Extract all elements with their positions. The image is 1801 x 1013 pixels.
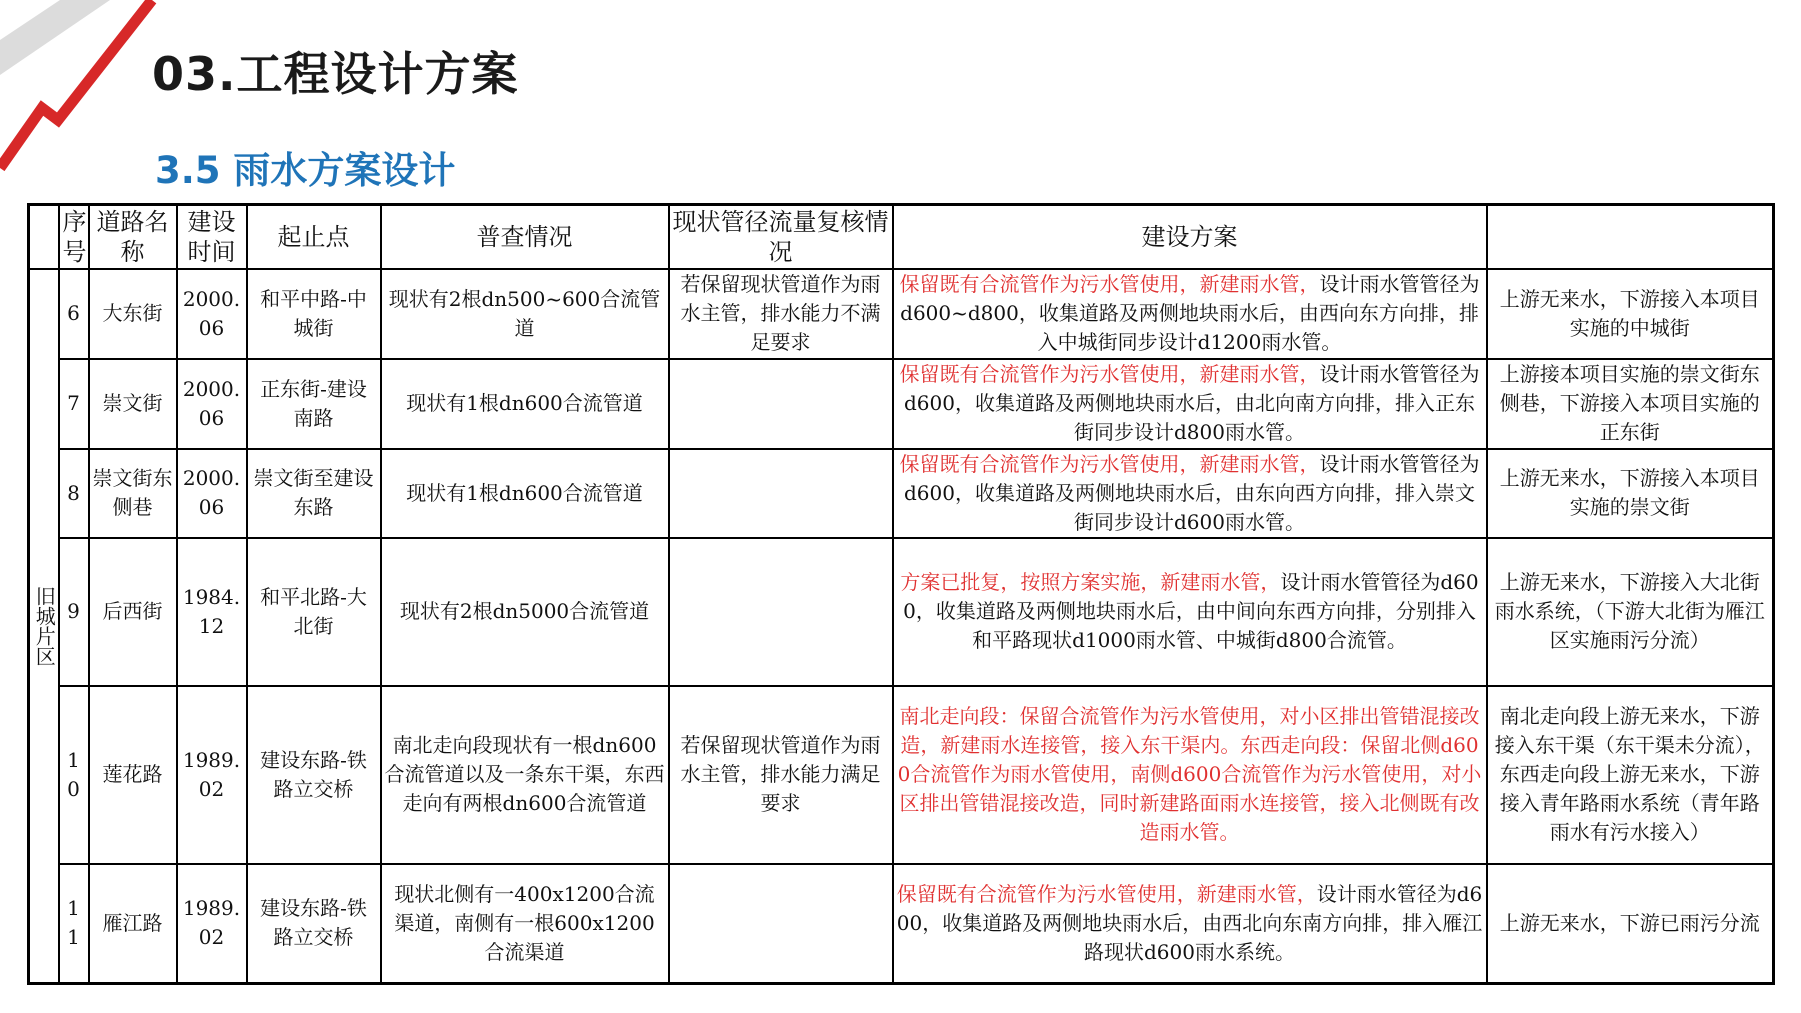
cell-plan bbox=[893, 269, 1487, 359]
cell-survey: 现状有2根dn500~600合流管道 bbox=[381, 269, 669, 359]
cell-year: 2000.06 bbox=[177, 269, 247, 359]
cell-seq: 8 bbox=[59, 449, 89, 538]
cell-capacity bbox=[669, 449, 893, 538]
header-survey: 普查情况 bbox=[381, 205, 669, 269]
plan-highlight: 方案已批复，按照方案实施，新建雨水管， bbox=[900, 570, 1281, 594]
cell-notes: 上游无来水，下游接入本项目实施的中城街 bbox=[1487, 269, 1774, 359]
cell-range: 建设东路-铁路立交桥 bbox=[247, 686, 381, 864]
cell-notes: 上游无来水，下游接入大北街雨水系统，（下游大北街为雁江区实施雨污分流） bbox=[1487, 538, 1774, 686]
cell-plan bbox=[893, 864, 1487, 984]
cell-road: 后西街 bbox=[89, 538, 177, 686]
cell-range: 建设东路-铁路立交桥 bbox=[247, 864, 381, 984]
cell-notes: 上游无来水，下游接入本项目实施的崇文街 bbox=[1487, 449, 1774, 538]
cell-year: 2000.06 bbox=[177, 359, 247, 449]
rain-plan-table bbox=[27, 203, 1775, 985]
section-subtitle: 3.5 雨水方案设计 bbox=[155, 149, 456, 192]
plan-highlight: 南北走向段：保留合流管作为污水管使用，对小区排出管错混接改造，新建雨水连接管，接入东干渠内。东西走向段：保留北侧d600合流管作为雨水管使用，南侧d600合流管作为污水管使用，对小区排出管错混接改造，同时新建路面雨水连接管，接入北侧既有改造雨水管。 bbox=[897, 704, 1482, 844]
cell-seq: 10 bbox=[59, 686, 89, 864]
cell-year: 1989.02 bbox=[177, 864, 247, 984]
cell-seq: 11 bbox=[59, 864, 89, 984]
cell-capacity: 若保留现状管道作为雨水主管，排水能力不满足要求 bbox=[669, 269, 893, 359]
plan-detail: 设计雨水管管径为d600~d800，收集道路及两侧地块雨水后，由西向东方向排，排入中城街同步设计d1200雨水管。 bbox=[900, 272, 1480, 354]
plan-detail: 设计雨水管管径为d600，收集道路及两侧地块雨水后，由东向西方向排，排入崇文街同步设计d600雨水管。 bbox=[904, 451, 1480, 534]
header-plan: 建设方案 bbox=[893, 205, 1487, 269]
page-title: 03.工程设计方案 bbox=[152, 47, 519, 101]
cell-survey: 现状有2根dn5000合流管道 bbox=[381, 538, 669, 686]
cell-notes: 南北走向段上游无来水，下游接入东干渠（东干渠未分流），东西走向段上游无来水，下游接入青年路雨水系统（青年路雨水有污水接入） bbox=[1487, 686, 1774, 864]
cell-year: 1989.02 bbox=[177, 686, 247, 864]
cell-road: 崇文街东侧巷 bbox=[89, 449, 177, 538]
cell-seq: 7 bbox=[59, 359, 89, 449]
cell-capacity bbox=[669, 864, 893, 984]
header-blank bbox=[29, 205, 59, 269]
plan-highlight: 保留既有合流管作为污水管使用，新建雨水管， bbox=[896, 881, 1317, 906]
cell-capacity bbox=[669, 359, 893, 449]
plan-detail: 设计雨水管管径为d600，收集道路及两侧地块雨水后，由北向南方向排，排入正东街同步设计d800雨水管。 bbox=[904, 362, 1480, 444]
cell-survey: 南北走向段现状有一根dn600合流管道以及一条东干渠，东西走向有两根dn600合流管道 bbox=[381, 686, 669, 864]
table-row bbox=[29, 686, 1774, 864]
plan-detail: 设计雨水管径为d600，收集道路及两侧地块雨水后，由西北向东南方向排，排入雁江路现状d600雨水系统。 bbox=[896, 881, 1483, 964]
header-notes bbox=[1487, 205, 1774, 269]
plan-highlight: 保留既有合流管作为污水管使用，新建雨水管， bbox=[899, 451, 1320, 476]
cell-survey: 现状北侧有一400x1200合流渠道，南侧有一根600x1200合流渠道 bbox=[381, 864, 669, 984]
plan-highlight: 保留既有合流管作为污水管使用，新建雨水管， bbox=[899, 272, 1320, 296]
corner-decoration bbox=[0, 0, 160, 190]
table-row bbox=[29, 269, 1774, 359]
cell-notes: 上游无来水，下游已雨污分流 bbox=[1487, 864, 1774, 984]
table-row bbox=[29, 449, 1774, 538]
cell-survey: 现状有1根dn600合流管道 bbox=[381, 449, 669, 538]
cell-survey: 现状有1根dn600合流管道 bbox=[381, 359, 669, 449]
cell-road: 莲花路 bbox=[89, 686, 177, 864]
plan-detail: 设计雨水管管径为d600，收集道路及两侧地块雨水后，由中间向东西方向排，分别排入和平路现状d1000雨水管、中城街d800合流管。 bbox=[903, 570, 1479, 652]
cell-range: 和平中路-中城街 bbox=[247, 269, 381, 359]
cell-seq: 6 bbox=[59, 269, 89, 359]
table-row bbox=[29, 538, 1774, 686]
header-range: 起止点 bbox=[247, 205, 381, 269]
cell-plan bbox=[893, 449, 1487, 538]
cell-seq: 9 bbox=[59, 538, 89, 686]
table-row bbox=[29, 359, 1774, 449]
cell-plan bbox=[893, 686, 1487, 864]
cell-road: 崇文街 bbox=[89, 359, 177, 449]
cell-notes: 上游接本项目实施的崇文街东侧巷，下游接入本项目实施的正东街 bbox=[1487, 359, 1774, 449]
cell-road: 大东街 bbox=[89, 269, 177, 359]
header-capacity: 现状管径流量复核情况 bbox=[669, 205, 893, 269]
cell-range: 崇文街至建设东路 bbox=[247, 449, 381, 538]
cell-year: 2000.06 bbox=[177, 449, 247, 538]
header-road: 道路名称 bbox=[89, 205, 177, 269]
header-seq: 序号 bbox=[59, 205, 89, 269]
district-cell: 旧城片区 bbox=[29, 269, 59, 984]
cell-range: 正东街-建设南路 bbox=[247, 359, 381, 449]
cell-plan bbox=[893, 538, 1487, 686]
cell-year: 1984.12 bbox=[177, 538, 247, 686]
cell-capacity bbox=[669, 538, 893, 686]
table-row bbox=[29, 864, 1774, 984]
cell-capacity: 若保留现状管道作为雨水主管，排水能力满足要求 bbox=[669, 686, 893, 864]
cell-plan bbox=[893, 359, 1487, 449]
plan-highlight: 保留既有合流管作为污水管使用，新建雨水管， bbox=[899, 362, 1320, 386]
cell-range: 和平北路-大北街 bbox=[247, 538, 381, 686]
cell-road: 雁江路 bbox=[89, 864, 177, 984]
header-year: 建设时间 bbox=[177, 205, 247, 269]
table-header-row bbox=[29, 205, 1774, 269]
